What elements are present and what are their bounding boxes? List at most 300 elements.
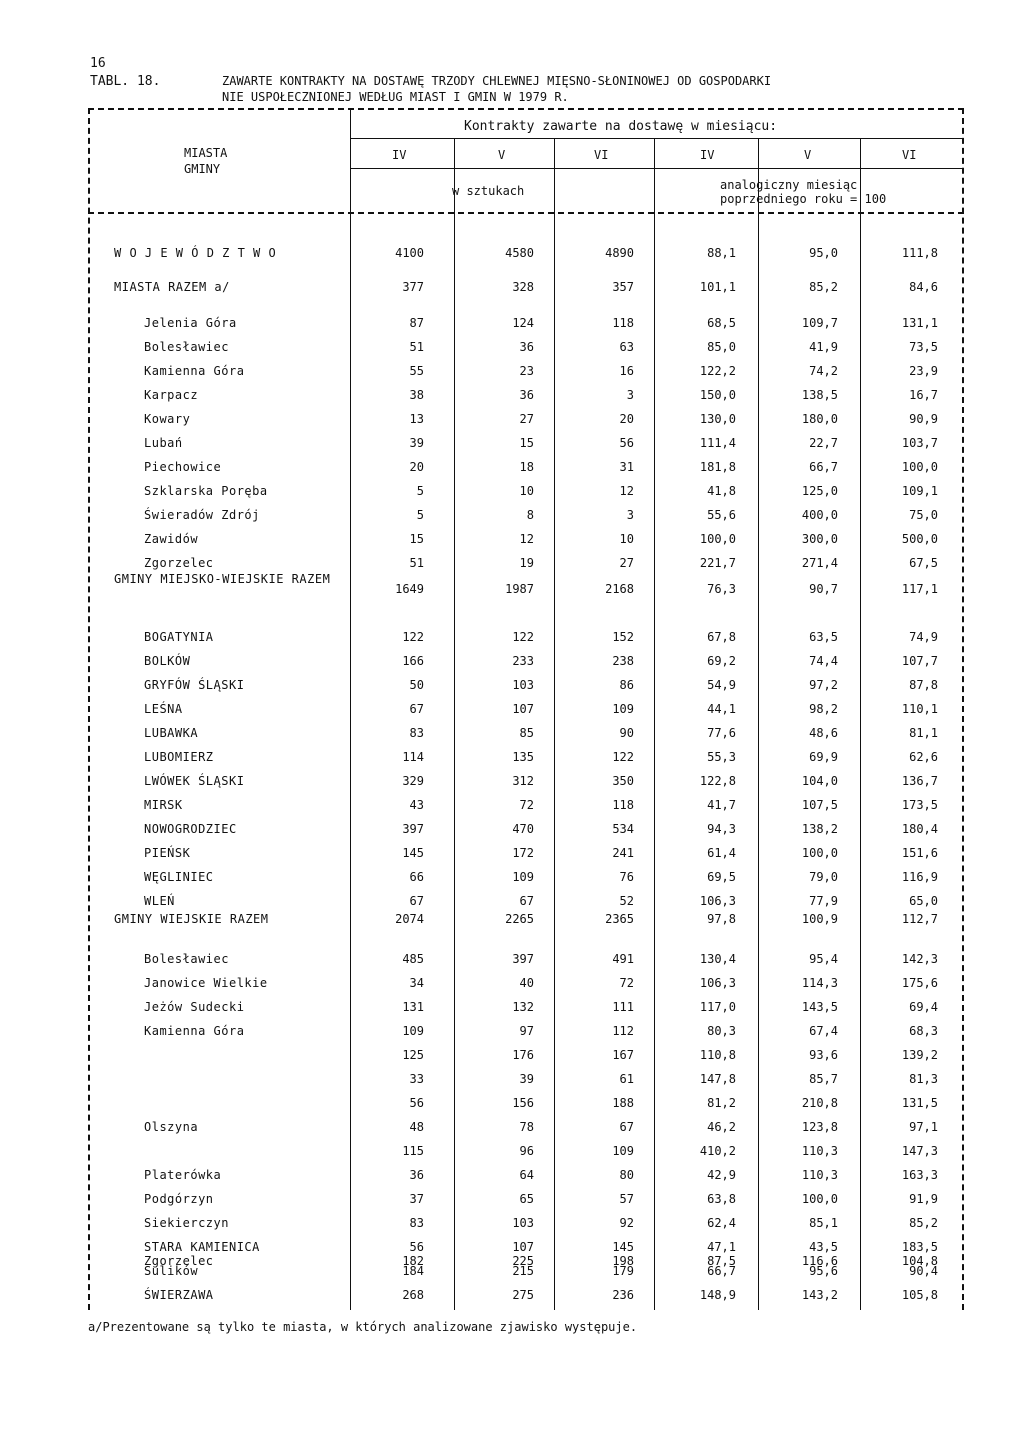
table-cell: 16	[619, 364, 634, 378]
table-cell: 62,4	[707, 1216, 736, 1230]
row-label: GMINY WIEJSKIE RAZEM	[114, 912, 269, 926]
table-cell: 103	[512, 1216, 534, 1230]
row-label: ŚWIERZAWA	[144, 1288, 214, 1302]
table-cell: 132	[512, 1000, 534, 1014]
table-cell: 143,2	[801, 1288, 838, 1302]
table-cell: 1987	[505, 582, 534, 596]
table-cell: 90	[619, 726, 634, 740]
unit-header-index-line-1: analogiczny miesiąc	[720, 178, 858, 192]
month-header-iv-index: IV	[700, 148, 715, 162]
table-cell: 109	[612, 1144, 634, 1158]
row-label: Zawidów	[144, 532, 199, 546]
table-cell: 5	[416, 484, 424, 498]
table-cell: 20	[619, 412, 634, 426]
table-cell: 63,5	[809, 630, 838, 644]
table-cell: 61	[619, 1072, 634, 1086]
table-cell: 377	[402, 280, 424, 294]
table-cell: 95,4	[809, 952, 838, 966]
table-cell: 36	[409, 1168, 424, 1182]
row-label: Jelenia Góra	[144, 316, 237, 330]
table-cell: 67	[409, 702, 424, 716]
table-cell: 97,1	[909, 1120, 938, 1134]
table-cell: 117,1	[901, 582, 938, 596]
table-cell: 86	[619, 678, 634, 692]
table-cell: 410,2	[699, 1144, 736, 1158]
table-cell: 275	[512, 1288, 534, 1302]
table-cell: 27	[519, 412, 534, 426]
table-cell: 175,6	[901, 976, 938, 990]
table-cell: 63,8	[707, 1192, 736, 1206]
table-cell: 109,7	[801, 316, 838, 330]
table-cell: 198	[612, 1254, 634, 1268]
table-cell: 131,1	[901, 316, 938, 330]
table-cell: 85,2	[809, 280, 838, 294]
table-cell: 109	[402, 1024, 424, 1038]
table-cell: 312	[512, 774, 534, 788]
table-cell: 131,5	[901, 1096, 938, 1110]
table-cell: 68,5	[707, 316, 736, 330]
table-cell: 88,1	[707, 246, 736, 260]
table-cell: 125,0	[801, 484, 838, 498]
table-cell: 271,4	[801, 556, 838, 570]
row-label: STARA KAMIENICA	[144, 1240, 260, 1254]
table-cell: 56	[409, 1096, 424, 1110]
row-label: Kamienna Góra	[144, 1024, 245, 1038]
table-cell: 96	[519, 1144, 534, 1158]
table-cell: 100,9	[801, 912, 838, 926]
table-cell: 180,4	[901, 822, 938, 836]
table-cell: 350	[612, 774, 634, 788]
table-cell: 110,1	[901, 702, 938, 716]
row-label: Podgórzyn	[144, 1192, 214, 1206]
table-cell: 111	[612, 1000, 634, 1014]
table-cell: 44,1	[707, 702, 736, 716]
table-cell: 87	[409, 316, 424, 330]
table-cell: 67	[519, 894, 534, 908]
table-cell: 73,5	[909, 340, 938, 354]
row-label: Świeradów Zdrój	[144, 508, 260, 522]
table-cell: 67,4	[809, 1024, 838, 1038]
table-cell: 65,0	[909, 894, 938, 908]
table-cell: 90,7	[809, 582, 838, 596]
table-cell: 130,0	[699, 412, 736, 426]
table-cell: 122	[402, 630, 424, 644]
table-cell: 100,0	[901, 460, 938, 474]
row-label: Olszyna	[144, 1120, 199, 1134]
table-cell: 167	[612, 1048, 634, 1062]
row-label: Kamienna Góra	[144, 364, 245, 378]
table-cell: 90,4	[909, 1264, 938, 1278]
table-cell: 114,3	[801, 976, 838, 990]
table-cell: 397	[402, 822, 424, 836]
table-cell: 357	[612, 280, 634, 294]
table-cell: 8	[526, 508, 534, 522]
table-cell: 122,8	[699, 774, 736, 788]
table-cell: 268	[402, 1288, 424, 1302]
table-cell: 236	[612, 1288, 634, 1302]
table-cell: 13	[409, 412, 424, 426]
row-label: Janowice Wielkie	[144, 976, 268, 990]
table-cell: 39	[519, 1072, 534, 1086]
table-cell: 173,5	[901, 798, 938, 812]
table-cell: 95,0	[809, 246, 838, 260]
stub-header-miasta: MIASTA	[184, 146, 228, 160]
table-cell: 52	[619, 894, 634, 908]
table-cell: 85,2	[909, 1216, 938, 1230]
table-cell: 300,0	[801, 532, 838, 546]
table-cell: 43	[409, 798, 424, 812]
table-cell: 138,2	[801, 822, 838, 836]
table-cell: 65	[519, 1192, 534, 1206]
table-cell: 2168	[605, 582, 634, 596]
table-cell: 3	[626, 508, 634, 522]
table-cell: 110,3	[801, 1144, 838, 1158]
table-cell: 15	[519, 436, 534, 450]
table-cell: 151,6	[901, 846, 938, 860]
table-title-line-2: NIE USPOŁECZNIONEJ WEDŁUG MIAST I GMIN W 1979 R.	[222, 90, 569, 104]
table-cell: 100,0	[801, 846, 838, 860]
footnote: a/Prezentowane są tylko te miasta, w których analizowane zjawisko występuje.	[88, 1320, 638, 1334]
table-cell: 12	[519, 532, 534, 546]
table-cell: 328	[512, 280, 534, 294]
table-cell: 109	[512, 870, 534, 884]
table-cell: 122	[512, 630, 534, 644]
table-cell: 69,4	[909, 1000, 938, 1014]
table-cell: 110,8	[699, 1048, 736, 1062]
table-cell: 107	[512, 1240, 534, 1254]
table-cell: 87,5	[707, 1254, 736, 1268]
table-cell: 114	[402, 750, 424, 764]
table-cell: 4580	[505, 246, 534, 260]
table-cell: 233	[512, 654, 534, 668]
table-cell: 4100	[395, 246, 424, 260]
table-cell: 110,3	[801, 1168, 838, 1182]
table-cell: 147,3	[901, 1144, 938, 1158]
data-table	[88, 108, 964, 1310]
group-header: Kontrakty zawarte na dostawę w miesiącu:	[464, 119, 778, 134]
table-cell: 40	[519, 976, 534, 990]
table-cell: 75,0	[909, 508, 938, 522]
table-cell: 180,0	[801, 412, 838, 426]
table-cell: 534	[612, 822, 634, 836]
table-cell: 42,9	[707, 1168, 736, 1182]
unit-header-index-line-2: poprzedniego roku = 100	[720, 192, 887, 206]
table-cell: 111,4	[699, 436, 736, 450]
table-cell: 241	[612, 846, 634, 860]
table-cell: 4890	[605, 246, 634, 260]
row-label: BOGATYNIA	[144, 630, 214, 644]
table-cell: 90,9	[909, 412, 938, 426]
table-cell: 67,8	[707, 630, 736, 644]
table-cell: 105,8	[901, 1288, 938, 1302]
table-cell: 20	[409, 460, 424, 474]
table-cell: 10	[619, 532, 634, 546]
table-cell: 79,0	[809, 870, 838, 884]
table-cell: 41,8	[707, 484, 736, 498]
table-cell: 148,9	[699, 1288, 736, 1302]
table-cell: 23,9	[909, 364, 938, 378]
table-cell: 10	[519, 484, 534, 498]
table-cell: 150,0	[699, 388, 736, 402]
table-cell: 37	[409, 1192, 424, 1206]
table-cell: 116,6	[801, 1254, 838, 1268]
table-cell: 100,0	[801, 1192, 838, 1206]
table-cell: 83	[409, 1216, 424, 1230]
table-cell: 19	[519, 556, 534, 570]
table-cell: 5	[416, 508, 424, 522]
table-cell: 2265	[505, 912, 534, 926]
table-cell: 106,3	[699, 894, 736, 908]
month-header-vi-index: VI	[902, 148, 917, 162]
table-cell: 66,7	[809, 460, 838, 474]
table-cell: 74,2	[809, 364, 838, 378]
row-label: Lubań	[144, 436, 183, 450]
table-cell: 210,8	[801, 1096, 838, 1110]
table-cell: 104,0	[801, 774, 838, 788]
table-cell: 130,4	[699, 952, 736, 966]
table-cell: 23	[519, 364, 534, 378]
row-label: Sulików	[144, 1264, 199, 1278]
table-cell: 68,3	[909, 1024, 938, 1038]
table-cell: 491	[612, 952, 634, 966]
table-cell: 143,5	[801, 1000, 838, 1014]
table-cell: 51	[409, 556, 424, 570]
table-cell: 55,6	[707, 508, 736, 522]
row-label: WĘGLINIEC	[144, 870, 214, 884]
table-cell: 97,8	[707, 912, 736, 926]
table-cell: 80	[619, 1168, 634, 1182]
table-cell: 74,4	[809, 654, 838, 668]
table-cell: 92	[619, 1216, 634, 1230]
table-cell: 27	[619, 556, 634, 570]
table-cell: 2074	[395, 912, 424, 926]
table-cell: 98,2	[809, 702, 838, 716]
row-label: Piechowice	[144, 460, 222, 474]
table-cell: 72	[619, 976, 634, 990]
table-cell: 22,7	[809, 436, 838, 450]
table-cell: 36	[519, 340, 534, 354]
table-cell: 101,1	[699, 280, 736, 294]
table-cell: 38	[409, 388, 424, 402]
table-cell: 64	[519, 1168, 534, 1182]
table-cell: 136,7	[901, 774, 938, 788]
table-cell: 111,8	[901, 246, 938, 260]
table-cell: 69,9	[809, 750, 838, 764]
table-cell: 12	[619, 484, 634, 498]
table-cell: 124	[512, 316, 534, 330]
month-header-v-index: V	[804, 148, 812, 162]
table-cell: 55,3	[707, 750, 736, 764]
table-cell: 142,3	[901, 952, 938, 966]
row-label: Siekierczyn	[144, 1216, 229, 1230]
row-label: Jeżów Sudecki	[144, 1000, 245, 1014]
row-label: GMINY MIEJSKO-WIEJSKIE RAZEM	[114, 572, 331, 586]
table-cell: 115	[402, 1144, 424, 1158]
table-cell: 109	[612, 702, 634, 716]
table-cell: 18	[519, 460, 534, 474]
table-cell: 163,3	[901, 1168, 938, 1182]
table-cell: 329	[402, 774, 424, 788]
table-cell: 16,7	[909, 388, 938, 402]
row-label: Zgorzelec	[144, 1254, 214, 1268]
table-cell: 85,1	[809, 1216, 838, 1230]
table-cell: 76	[619, 870, 634, 884]
page-number: 16	[90, 56, 106, 71]
table-cell: 63	[619, 340, 634, 354]
table-cell: 76,3	[707, 582, 736, 596]
table-cell: 131	[402, 1000, 424, 1014]
row-label: PIEŃSK	[144, 846, 191, 860]
month-header-v-count: V	[498, 148, 506, 162]
table-cell: 93,6	[809, 1048, 838, 1062]
table-cell: 91,9	[909, 1192, 938, 1206]
table-cell: 36	[519, 388, 534, 402]
table-cell: 55	[409, 364, 424, 378]
table-cell: 81,3	[909, 1072, 938, 1086]
table-cell: 397	[512, 952, 534, 966]
table-cell: 97,2	[809, 678, 838, 692]
row-label: LUBAWKA	[144, 726, 199, 740]
table-cell: 50	[409, 678, 424, 692]
table-cell: 123,8	[801, 1120, 838, 1134]
table-cell: 179	[612, 1264, 634, 1278]
table-cell: 80,3	[707, 1024, 736, 1038]
table-cell: 184	[402, 1264, 424, 1278]
table-cell: 122	[612, 750, 634, 764]
table-cell: 81,1	[909, 726, 938, 740]
table-cell: 47,1	[707, 1240, 736, 1254]
row-label: Szklarska Poręba	[144, 484, 268, 498]
row-label: BOLKÓW	[144, 654, 191, 668]
table-cell: 139,2	[901, 1048, 938, 1062]
table-cell: 81,2	[707, 1096, 736, 1110]
row-label: Bolesławiec	[144, 340, 229, 354]
table-cell: 72	[519, 798, 534, 812]
row-label: GRYFÓW ŚLĄSKI	[144, 678, 245, 692]
table-cell: 41,7	[707, 798, 736, 812]
table-cell: 97	[519, 1024, 534, 1038]
table-cell: 107	[512, 702, 534, 716]
table-cell: 112,7	[901, 912, 938, 926]
table-cell: 41,9	[809, 340, 838, 354]
row-label: Zgorzelec	[144, 556, 214, 570]
table-title-line-1: ZAWARTE KONTRAKTY NA DOSTAWĘ TRZODY CHLEWNEJ MIĘSNO-SŁONINOWEJ OD GOSPODARKI	[222, 74, 772, 88]
row-label: LEŚNA	[144, 702, 183, 716]
table-cell: 15	[409, 532, 424, 546]
table-cell: 66	[409, 870, 424, 884]
table-cell: 125	[402, 1048, 424, 1062]
table-cell: 67,5	[909, 556, 938, 570]
table-cell: 39	[409, 436, 424, 450]
table-cell: 100,0	[699, 532, 736, 546]
table-cell: 77,6	[707, 726, 736, 740]
table-cell: 103,7	[901, 436, 938, 450]
table-cell: 51	[409, 340, 424, 354]
table-cell: 84,6	[909, 280, 938, 294]
table-cell: 107,7	[901, 654, 938, 668]
table-cell: 103	[512, 678, 534, 692]
table-cell: 87,8	[909, 678, 938, 692]
table-cell: 61,4	[707, 846, 736, 860]
table-cell: 112	[612, 1024, 634, 1038]
table-cell: 118	[612, 798, 634, 812]
row-label: MIRSK	[144, 798, 183, 812]
table-cell: 85,7	[809, 1072, 838, 1086]
table-cell: 176	[512, 1048, 534, 1062]
table-cell: 215	[512, 1264, 534, 1278]
table-cell: 34	[409, 976, 424, 990]
table-cell: 470	[512, 822, 534, 836]
table-cell: 62,6	[909, 750, 938, 764]
table-cell: 145	[402, 846, 424, 860]
table-cell: 104,8	[901, 1254, 938, 1268]
table-cell: 116,9	[901, 870, 938, 884]
table-cell: 46,2	[707, 1120, 736, 1134]
table-label: TABL. 18.	[90, 74, 161, 89]
row-label: MIASTA RAZEM a/	[114, 280, 230, 294]
table-cell: 2365	[605, 912, 634, 926]
row-label: NOWOGRODZIEC	[144, 822, 237, 836]
table-cell: 221,7	[699, 556, 736, 570]
table-cell: 33	[409, 1072, 424, 1086]
table-cell: 57	[619, 1192, 634, 1206]
table-cell: 107,5	[801, 798, 838, 812]
row-label: W O J E W Ó D Z T W O	[114, 246, 277, 260]
row-label: Bolesławiec	[144, 952, 229, 966]
table-cell: 48,6	[809, 726, 838, 740]
table-cell: 77,9	[809, 894, 838, 908]
table-cell: 183,5	[901, 1240, 938, 1254]
table-cell: 78	[519, 1120, 534, 1134]
table-cell: 43,5	[809, 1240, 838, 1254]
table-cell: 500,0	[901, 532, 938, 546]
table-cell: 172	[512, 846, 534, 860]
row-label: LWÓWEK ŚLĄSKI	[144, 774, 245, 788]
table-cell: 56	[619, 436, 634, 450]
table-cell: 135	[512, 750, 534, 764]
table-cell: 56	[409, 1240, 424, 1254]
table-cell: 400,0	[801, 508, 838, 522]
table-cell: 156	[512, 1096, 534, 1110]
table-cell: 117,0	[699, 1000, 736, 1014]
table-cell: 67	[619, 1120, 634, 1134]
table-cell: 1649	[395, 582, 424, 596]
table-cell: 66,7	[707, 1264, 736, 1278]
table-cell: 118	[612, 316, 634, 330]
table-cell: 69,2	[707, 654, 736, 668]
table-cell: 67	[409, 894, 424, 908]
row-label: LUBOMIERZ	[144, 750, 214, 764]
table-cell: 166	[402, 654, 424, 668]
table-cell: 188	[612, 1096, 634, 1110]
table-cell: 122,2	[699, 364, 736, 378]
table-cell: 106,3	[699, 976, 736, 990]
month-header-iv-count: IV	[392, 148, 407, 162]
unit-header-pieces: w sztukach	[452, 184, 525, 198]
row-label: Kowary	[144, 412, 191, 426]
stub-header-gminy: GMINY	[184, 162, 221, 176]
table-cell: 31	[619, 460, 634, 474]
row-label: Karpacz	[144, 388, 199, 402]
table-cell: 152	[612, 630, 634, 644]
table-cell: 181,8	[699, 460, 736, 474]
table-cell: 225	[512, 1254, 534, 1268]
table-cell: 145	[612, 1240, 634, 1254]
table-cell: 48	[409, 1120, 424, 1134]
table-cell: 182	[402, 1254, 424, 1268]
month-header-vi-count: VI	[594, 148, 609, 162]
table-cell: 238	[612, 654, 634, 668]
